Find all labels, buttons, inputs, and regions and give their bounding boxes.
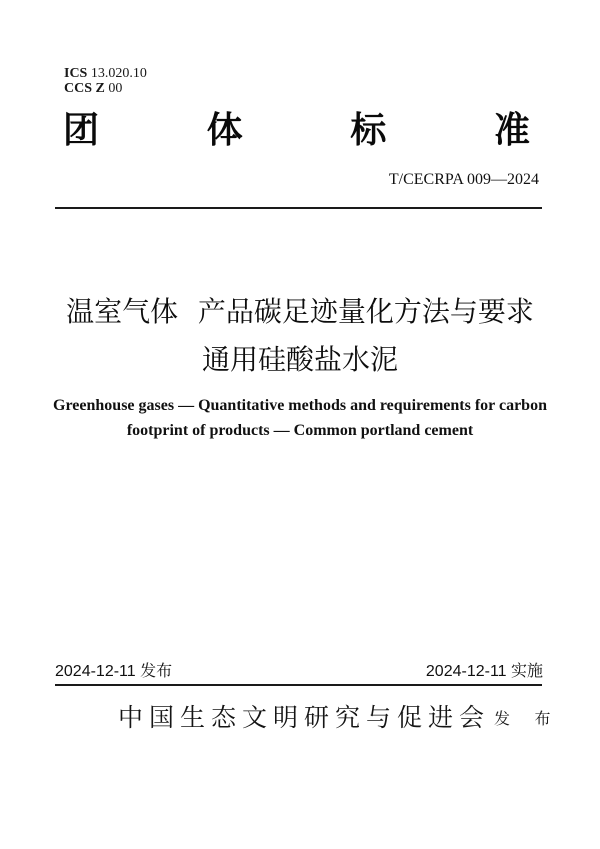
publisher-line <box>118 705 560 732</box>
ics-label: ICS <box>64 66 88 81</box>
ccs-value: 00 <box>108 81 123 96</box>
publish-label: 发 布 <box>494 711 561 728</box>
title-english-line1: Greenhouse gases — Quantitative methods and requirements for carbon <box>53 397 547 414</box>
ccs-code-line <box>64 81 147 96</box>
title-chinese-line2: 通用硅酸盐水泥 <box>201 344 398 375</box>
title-chinese-line1: 温室气体 产品碳足迹量化方法与要求 <box>66 296 534 327</box>
standard-number: T/CECRPA 009—2024 <box>388 171 539 188</box>
publisher-name: 中国生态文明研究与促进会 <box>118 705 491 732</box>
classification-codes <box>64 66 147 96</box>
doc-type-char: 标 <box>350 110 387 150</box>
doc-type-char: 体 <box>206 110 243 150</box>
footer-rule <box>55 684 542 686</box>
doc-type-title <box>63 110 530 150</box>
implementation-date: 2024-12-11 实施 <box>425 663 543 680</box>
ics-code-line <box>64 66 147 81</box>
doc-type-char: 团 <box>63 110 100 150</box>
doc-type-char: 准 <box>493 110 530 150</box>
ccs-label: CCS Z <box>64 81 105 96</box>
ics-value: 13.020.10 <box>90 66 147 81</box>
header-rule <box>55 207 542 209</box>
title-english-line2: footprint of products — Common portland cement <box>126 422 474 439</box>
title-english <box>0 393 600 443</box>
issue-date: 2024-12-11 发布 <box>55 663 173 680</box>
